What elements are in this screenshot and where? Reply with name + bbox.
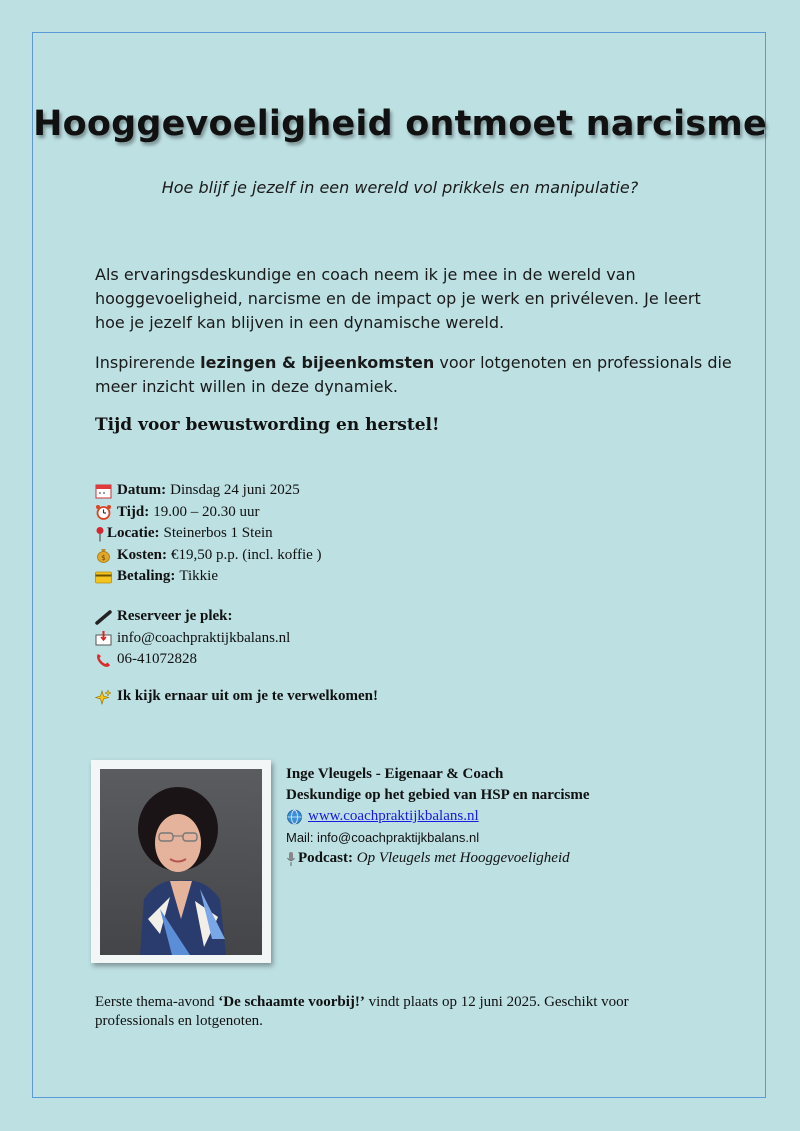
time-row: Tijd: 19.00 – 20.30 uur [95,502,322,524]
svg-text:$: $ [101,554,106,563]
credit-card-icon [95,569,112,585]
globe-icon [286,809,303,825]
microphone-icon [286,851,296,867]
tagline: Tijd voor bewustwording en herstel! [95,415,440,435]
pen-icon [95,609,112,625]
telephone-icon [95,652,112,668]
calendar-icon [95,483,112,499]
email-row[interactable] [95,628,290,650]
sparkles-icon [95,689,112,705]
reservation [95,606,290,671]
reserve-phone[interactable]: 06-41072828 [117,651,197,667]
money-bag-icon [95,547,112,563]
portrait-photo [100,769,262,955]
pin-icon [95,526,105,542]
location-row: Locatie: Steinerbos 1 Stein [95,523,322,545]
cost-row: $ Kosten: €19,50 p.p. (incl. koffie ) [95,545,322,567]
events-paragraph: Inspirerende lezingen & bijeenkomsten voor lotgenoten en professionals die meer inzicht willen in deze dynamiek. [95,353,732,396]
reserve-email[interactable]: info@coachpraktijkbalans.nl [117,629,291,646]
website-row [286,806,590,827]
payment-row: Betaling: Tikkie [95,566,322,588]
subtitle: Hoe blijf je jezelf in een wereld vol prikkels en manipulatie? [161,178,639,197]
phone-row[interactable] [95,649,290,671]
footer-note: Eerste thema-avond ‘De schaamte voorbij!’ vindt plaats op 12 juni 2025. Geschikt voor professionals en lotgenoten. [95,994,629,1029]
podcast-row: Podcast: Op Vleugels met Hooggevoeligheid [286,848,590,869]
website-link[interactable]: www.coachpraktijkbalans.nl [308,808,479,824]
podcast-title: Op Vleugels met Hooggevoeligheid [356,850,570,866]
reserve-heading: Reserveer je plek: [95,606,290,628]
welcome-line: Ik kijk ernaar uit om je te verwelkomen! [95,688,378,705]
coach-bio [286,764,590,869]
date-row: Datum: Dinsdag 24 juni 2025 [95,480,322,502]
portrait-frame [91,760,271,963]
coach-expertise: Deskundige op het gebied van HSP en narcisme [286,787,590,803]
coach-name: Inge Vleugels - Eigenaar & Coach [286,766,504,782]
mailbox-icon [95,630,112,646]
bio-mail[interactable]: Mail: info@coachpraktijkbalans.nl [286,830,480,845]
event-details [95,480,322,588]
page-title: Hooggevoeligheid ontmoet narcisme [33,104,767,144]
intro-paragraph: Als ervaringsdeskundige en coach neem ik je mee in de wereld van hooggevoeligheid, narcisme en de impact op je werk en privéleven. Je leert hoe je jezelf kan blijven in een dynamische wereld. [95,265,701,332]
alarm-clock-icon [95,504,112,520]
